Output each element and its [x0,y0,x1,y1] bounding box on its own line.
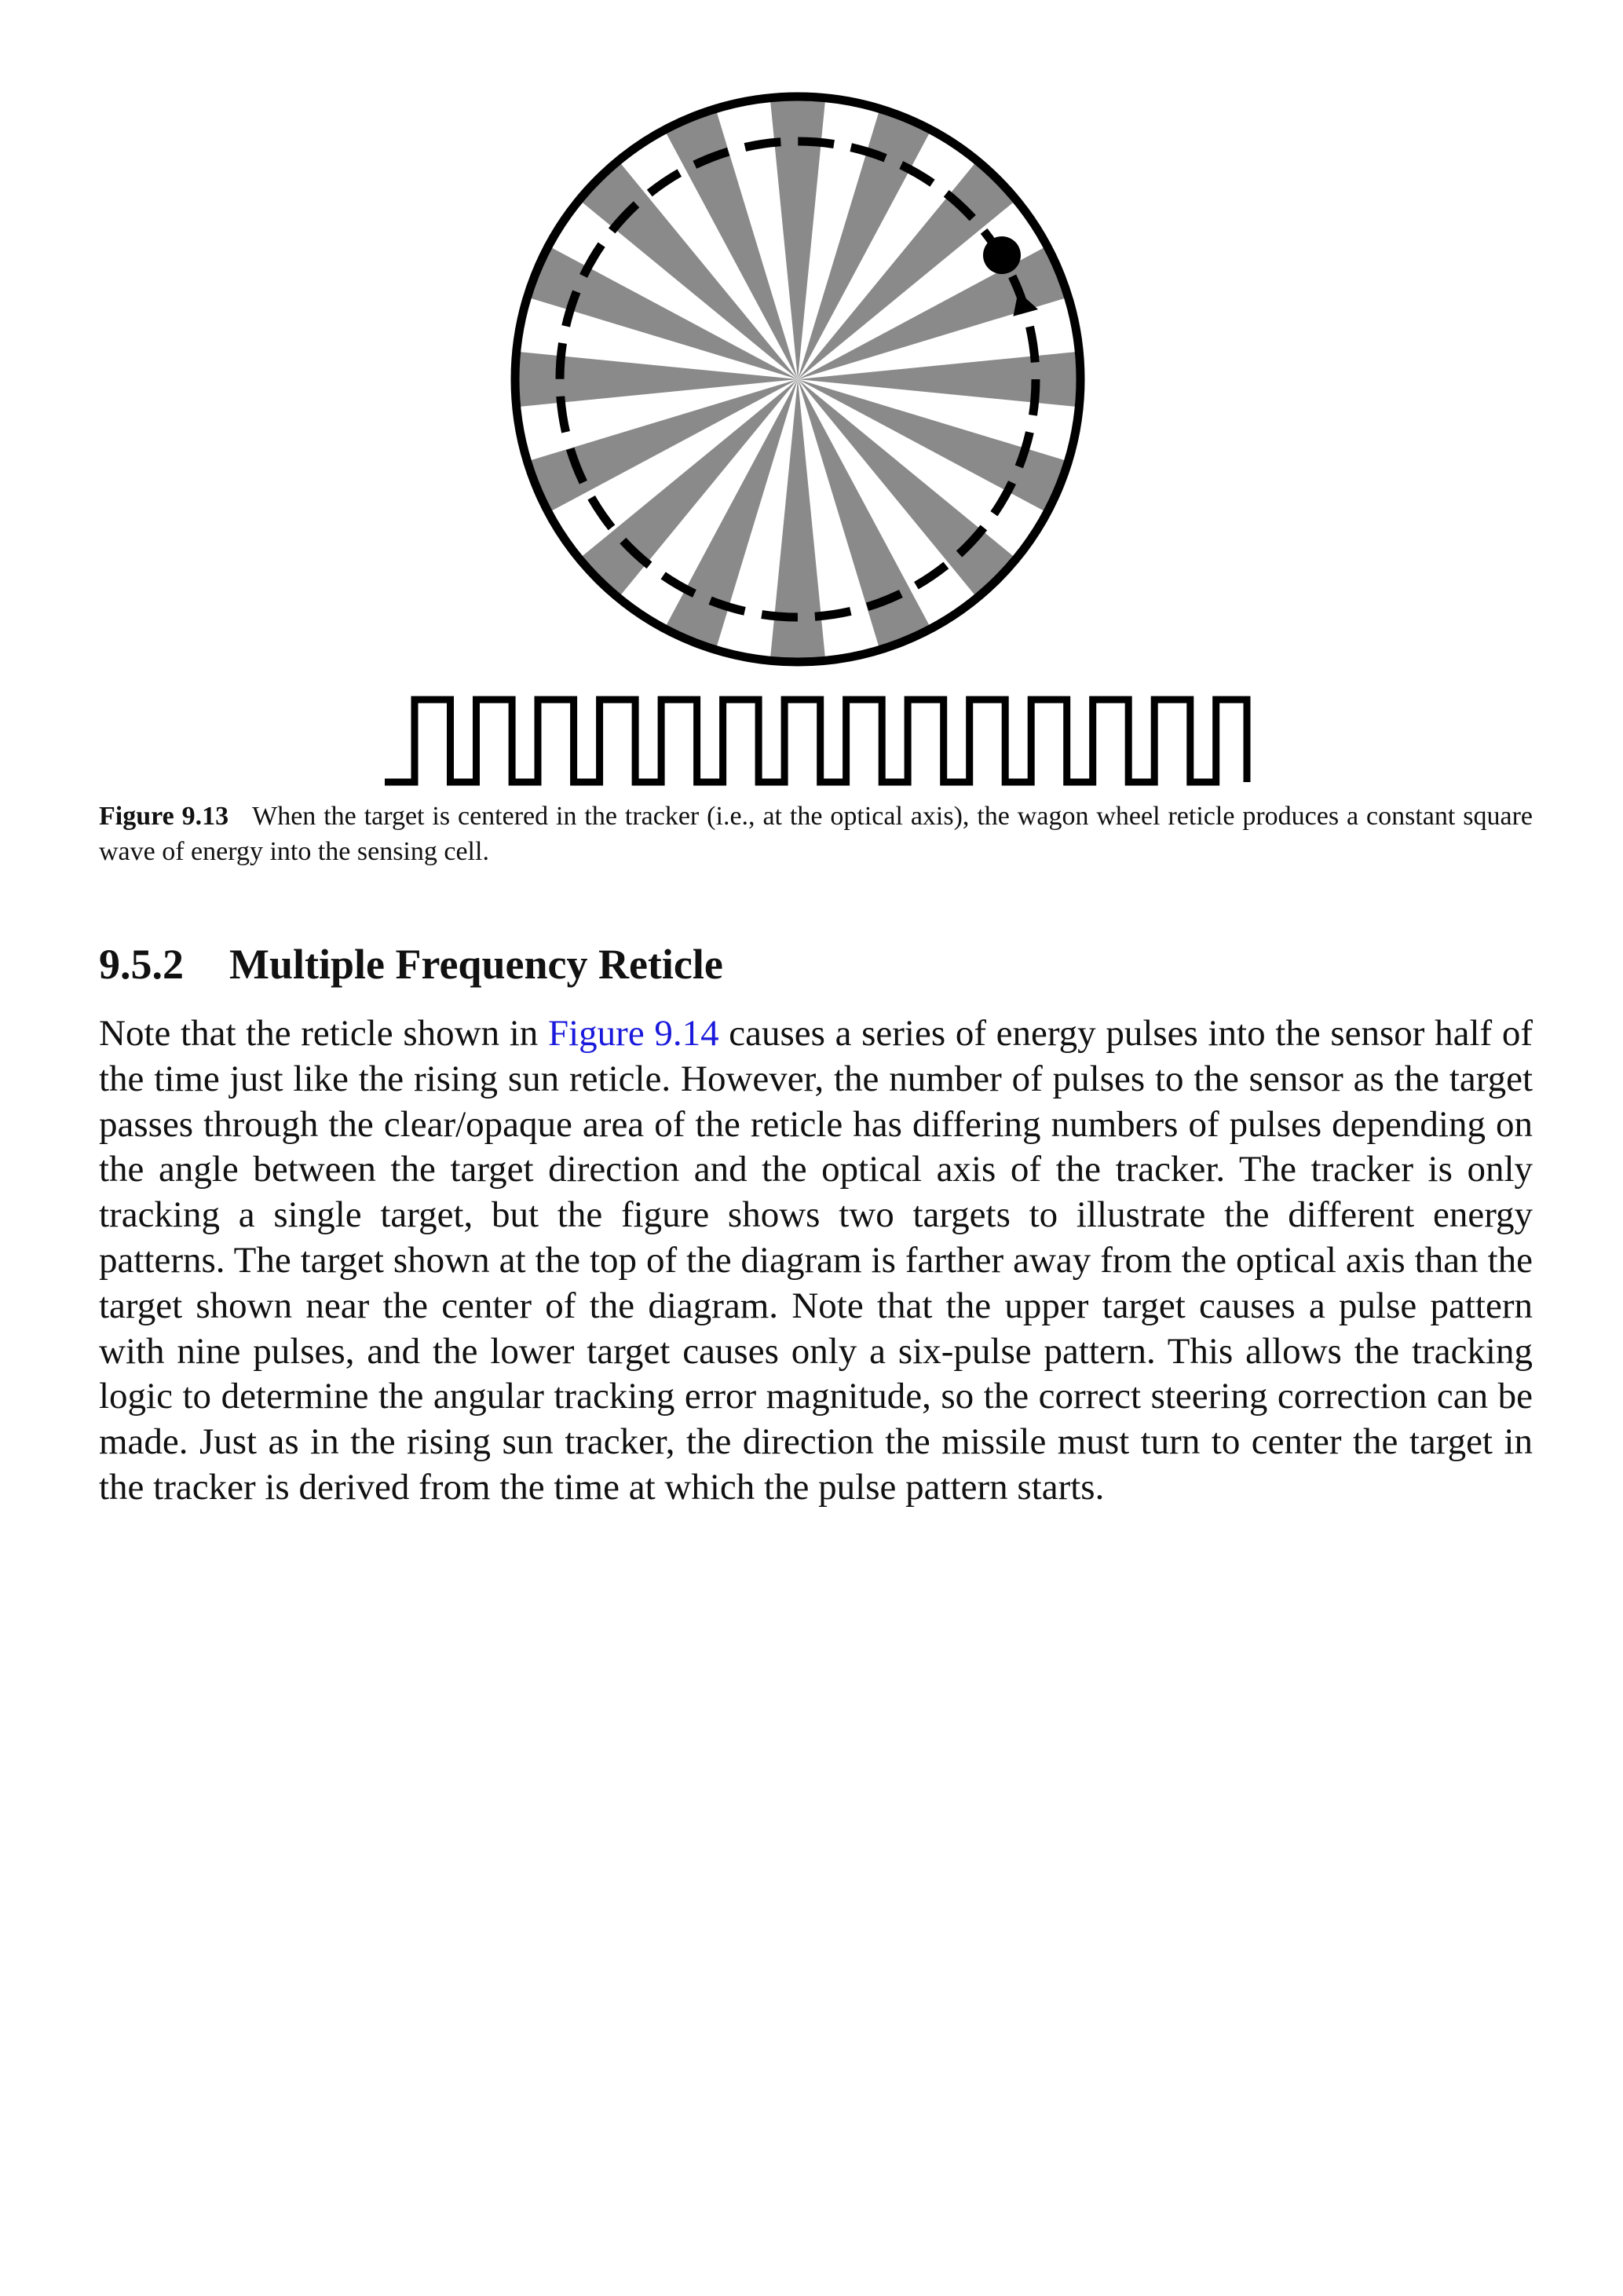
reticle-spokes [517,99,1078,660]
figure-reference-link[interactable]: Figure 9.14 [547,1013,719,1054]
figure-9-13 [0,0,1623,793]
reticle-opaque-segment [798,379,1014,596]
body-text-rest: causes a series of energy pulses into the sensor half of the time just like the rising sun reticle. However, the number of pulses to the sensor as the target passes through the clear/opaque area of the reticle has differing numbers of pulses depending on the angle between the target direction and the optical axis of the tracker. The tracker is only tracking a single target, but the figure shows two targets to illustrate the different energy patterns. The target shown at the top of the diagram is farther away from the optical axis than the target shown near the center of the diagram. Note that the upper target causes a pulse pattern with nine pulses, and the lower target causes only a six-pulse pattern. This allows the tracking logic to determine the angular tracking error magnitude, so the correct steering correction can be made. Just as in the rising sun tracker, the direction the missile must turn to center the target in the tracker is derived from the time at which the pulse pattern starts. [99,1013,1533,1508]
caption-text: When the target is centered in the tracker (i.e., at the optical axis), the wagon wheel reticle produces a constant square wave of energy into the sensing cell. [99,802,1533,866]
reticle-opaque-segment [581,379,798,596]
section-heading [99,937,723,992]
reticle-opaque-segment [798,163,1014,379]
body-text-start: Note that the reticle shown in [99,1013,548,1054]
section-number: 9.5.2 [99,941,184,988]
square-wave-signal [385,700,1247,782]
reticle-opaque-segment [581,163,798,379]
section-title: Multiple Frequency Reticle [229,941,723,988]
figure-label: Figure 9.13 [99,802,229,831]
body-paragraph [99,1011,1533,1511]
wagon-wheel-reticle [515,97,1080,662]
target-dot [983,236,1021,274]
figure-caption [99,799,1533,869]
